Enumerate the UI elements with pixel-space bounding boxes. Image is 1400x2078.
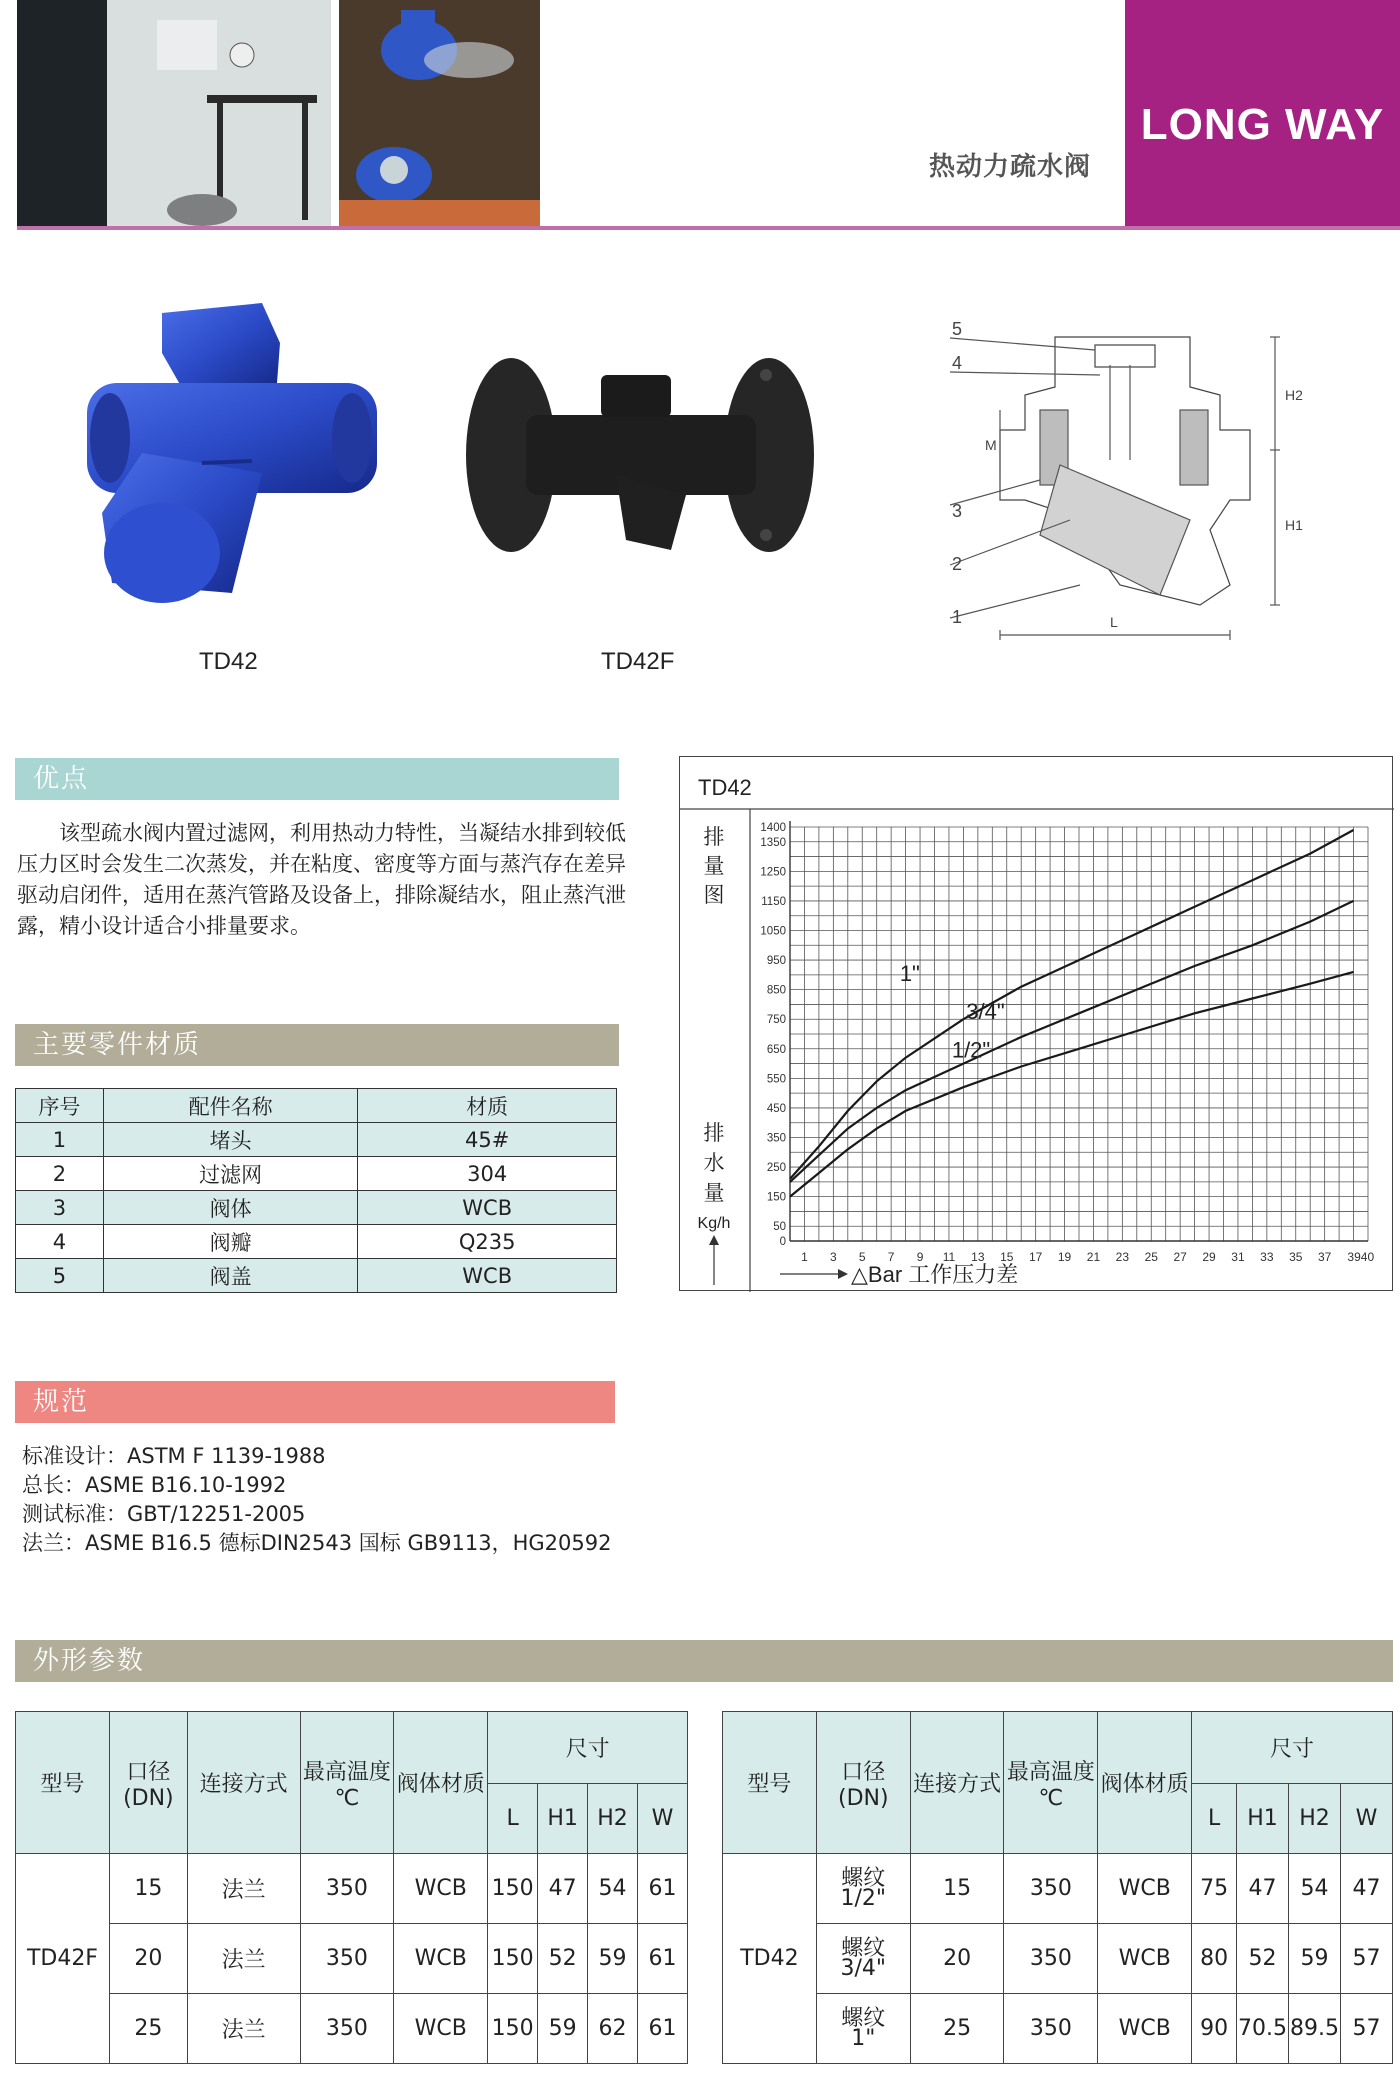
header-dn — [109, 1712, 187, 1854]
x-tick-label: 21 — [1086, 1250, 1101, 1264]
cell-h1: 47 — [1237, 1854, 1289, 1924]
cell-l: 90 — [1192, 1994, 1237, 2064]
cell-conn: 法兰 — [187, 1994, 300, 2064]
diagram-label-m: M — [985, 437, 997, 453]
cell-conn: 15 — [910, 1854, 1004, 1924]
cell-h2: 62 — [588, 1994, 638, 2064]
y-tick-label: 1050 — [760, 925, 786, 938]
brand-logo: LONG WAY — [1125, 0, 1400, 228]
table-row — [16, 1225, 617, 1259]
table-row — [16, 1994, 688, 2064]
header-dn-label: 口径 — [841, 1759, 886, 1785]
table-row — [723, 1854, 1393, 1924]
cell-conn: 法兰 — [187, 1924, 300, 1994]
header-h2: H2 — [1289, 1784, 1341, 1854]
cell-material: WCB — [394, 1994, 488, 2064]
cell-conn: 25 — [910, 1994, 1004, 2064]
cell-h2: 89.5 — [1289, 1994, 1341, 2064]
y-tick-label: 850 — [766, 984, 786, 997]
header-divider — [17, 226, 1400, 230]
y-arrow-head — [709, 1235, 719, 1245]
cross-section-diagram — [940, 305, 1330, 640]
table-row — [723, 1994, 1393, 2064]
header-temp — [300, 1712, 394, 1854]
header-temp-unit: ℃ — [1038, 1785, 1064, 1811]
y-tick-label: 250 — [766, 1162, 786, 1175]
x-arrow-head — [838, 1269, 848, 1279]
flow-chart-frame — [679, 756, 1393, 1291]
td42f-product-image — [466, 355, 814, 555]
header-connection: 连接方式 — [910, 1712, 1004, 1854]
cell-dn: 20 — [109, 1924, 187, 1994]
diagram-label-4: 4 — [952, 353, 963, 373]
materials-cell: 阀盖 — [103, 1259, 358, 1293]
header-temp-label: 最高温度 — [302, 1759, 391, 1785]
y-tick-label: 1250 — [760, 866, 786, 879]
header-dn-unit: (DN) — [837, 1785, 889, 1811]
cell-h1: 70.5 — [1237, 1994, 1289, 2064]
y-label-top-char: 图 — [703, 884, 725, 907]
cell-temp: 350 — [1004, 1994, 1098, 2064]
diagram-label-3: 3 — [952, 501, 963, 521]
materials-header-part: 配件名称 — [103, 1089, 358, 1123]
cell-l: 150 — [488, 1924, 538, 1994]
advantages-text — [17, 818, 627, 942]
y-tick-label: 950 — [766, 955, 786, 968]
header-material: 阀体材质 — [394, 1712, 488, 1854]
cell-dn — [816, 1854, 910, 1924]
materials-cell: 阀体 — [103, 1191, 358, 1225]
cell-w: 61 — [638, 1924, 688, 1994]
x-tick-label: 23 — [1115, 1250, 1130, 1264]
x-tick-label: 31 — [1231, 1250, 1245, 1264]
y-tick-label: 1400 — [760, 822, 786, 834]
cell-material: WCB — [394, 1924, 488, 1994]
x-tick-label: 5 — [858, 1250, 866, 1264]
materials-cell: 304 — [358, 1157, 617, 1191]
y-tick-label: 1350 — [760, 836, 786, 849]
table-row — [16, 1924, 688, 1994]
cell-temp: 350 — [1004, 1924, 1098, 1994]
diagram-label-2: 2 — [952, 554, 963, 574]
y-tick-label: 350 — [766, 1132, 786, 1145]
materials-cell: 5 — [16, 1259, 104, 1293]
materials-cell: 4 — [16, 1225, 104, 1259]
series-line-1 — [790, 901, 1354, 1182]
cell-temp: 350 — [300, 1854, 394, 1924]
y-label-char: 排 — [703, 1122, 725, 1145]
section-materials-title: 主要零件材质 — [15, 1024, 619, 1066]
x-tick-label: 19 — [1057, 1250, 1072, 1264]
header-w: W — [638, 1784, 688, 1854]
cell-dn-type: 螺纹 — [841, 2005, 886, 2031]
series-label-2: 1/2" — [951, 1037, 991, 1063]
header-h2: H2 — [588, 1784, 638, 1854]
header-l: L — [488, 1784, 538, 1854]
model-td42: TD42 — [723, 1854, 817, 2064]
header-temp-label: 最高温度 — [1006, 1759, 1095, 1785]
cell-w: 47 — [1341, 1854, 1393, 1924]
section-dimensions-title: 外形参数 — [15, 1640, 1393, 1682]
model-td42f: TD42F — [16, 1854, 110, 2064]
cell-temp: 350 — [1004, 1854, 1098, 1924]
cell-l: 75 — [1192, 1854, 1237, 1924]
cell-dn-size: 1" — [851, 2025, 876, 2051]
chart-title: TD42 — [698, 775, 752, 800]
x-tick-label: 3940 — [1347, 1250, 1375, 1264]
standard-line-3: 测试标准：GBT/12251-2005 — [22, 1502, 306, 1526]
cell-dn — [816, 1924, 910, 1994]
cell-l: 150 — [488, 1994, 538, 2064]
x-tick-label: 33 — [1260, 1250, 1274, 1264]
cell-material: WCB — [394, 1854, 488, 1924]
series-label-1: 3/4" — [966, 999, 1005, 1025]
materials-cell: 2 — [16, 1157, 104, 1191]
cell-h1: 52 — [1237, 1924, 1289, 1994]
materials-cell: 45# — [358, 1123, 617, 1157]
y-tick-label: 650 — [766, 1043, 786, 1056]
cell-w: 61 — [638, 1854, 688, 1924]
diagram-label-1: 1 — [952, 607, 963, 627]
x-tick-label: 15 — [1000, 1250, 1014, 1264]
y-tick-label: 450 — [766, 1102, 786, 1115]
standard-line-1: 标准设计：ASTM F 1139-1988 — [22, 1444, 326, 1468]
cell-l: 150 — [488, 1854, 538, 1924]
header-size: 尺寸 — [1192, 1712, 1393, 1784]
y-unit-label: Kg/h — [697, 1215, 731, 1232]
table-row — [16, 1123, 617, 1157]
cell-dn: 25 — [109, 1994, 187, 2064]
x-tick-label: 3 — [830, 1250, 837, 1264]
table-row — [16, 1259, 617, 1293]
header-model: 型号 — [16, 1712, 110, 1854]
x-tick-label: 7 — [887, 1250, 895, 1264]
header-dn-label: 口径 — [126, 1759, 171, 1785]
cell-dn-size: 1/2" — [840, 1885, 887, 1911]
materials-table — [15, 1088, 617, 1293]
y-label-char: 水 — [703, 1152, 725, 1175]
header-size: 尺寸 — [488, 1712, 688, 1784]
header-h1: H1 — [1237, 1784, 1289, 1854]
header-temp — [1004, 1712, 1098, 1854]
header-h1: H1 — [538, 1784, 588, 1854]
cell-material: WCB — [1098, 1854, 1192, 1924]
cell-l: 80 — [1192, 1924, 1237, 1994]
y-label-char: 量 — [703, 1182, 725, 1205]
header-w: W — [1341, 1784, 1393, 1854]
y-label-top-char: 量 — [703, 855, 725, 878]
cell-temp: 350 — [300, 1994, 394, 2064]
photo-test-bench — [17, 0, 331, 226]
cell-w: 61 — [638, 1994, 688, 2064]
x-tick-label: 11 — [942, 1250, 956, 1264]
x-tick-label: 1 — [801, 1250, 808, 1264]
td42f-caption: TD42F — [601, 648, 675, 675]
photo-valve-steam — [339, 0, 540, 226]
table-row — [16, 1191, 617, 1225]
x-tick-label: 25 — [1144, 1250, 1158, 1264]
header-connection: 连接方式 — [187, 1712, 300, 1854]
materials-cell: WCB — [358, 1259, 617, 1293]
x-axis-label: △Bar 工作压力差 — [851, 1262, 1019, 1287]
x-tick-label: 17 — [1028, 1250, 1043, 1264]
table-row — [723, 1924, 1393, 1994]
materials-header-material: 材质 — [358, 1089, 617, 1123]
x-tick-label: 35 — [1289, 1250, 1303, 1264]
x-tick-label: 29 — [1202, 1250, 1216, 1264]
y-tick-label: 750 — [766, 1014, 786, 1027]
diagram-label-h1: H1 — [1285, 517, 1303, 533]
cell-h2: 59 — [1289, 1924, 1341, 1994]
td42-caption: TD42 — [199, 648, 258, 675]
dimensions-table-td42f — [15, 1711, 688, 2064]
td42-product-image — [82, 303, 382, 613]
diagram-label-l: L — [1110, 614, 1118, 630]
table-row — [16, 1854, 688, 1924]
standard-line-4: 法兰：ASME B16.5 德标DIN2543 国标 GB9113，HG20592 — [22, 1531, 612, 1555]
header-dn-unit: (DN) — [123, 1785, 174, 1811]
x-tick-label: 37 — [1317, 1250, 1332, 1264]
x-tick-label: 13 — [971, 1250, 985, 1264]
cell-dn: 15 — [109, 1854, 187, 1924]
materials-cell: 堵头 — [103, 1123, 358, 1157]
x-tick-label: 9 — [916, 1250, 924, 1264]
cell-h2: 54 — [588, 1854, 638, 1924]
flow-chart — [680, 757, 1394, 1292]
materials-cell: 1 — [16, 1123, 104, 1157]
header-temp-unit: ℃ — [334, 1785, 360, 1811]
cell-dn-type: 螺纹 — [841, 1935, 886, 1961]
standard-line-2: 总长：ASME B16.10-1992 — [22, 1473, 287, 1497]
section-advantages-title: 优点 — [15, 758, 619, 800]
materials-cell: 3 — [16, 1191, 104, 1225]
cell-dn — [816, 1994, 910, 2064]
advantages-body: 该型疏水阀内置过滤网，利用热动力特性，当凝结水排到较低压力区时会发生二次蒸发，并在粘度、密度等方面与蒸汽存在差异驱动启闭件，适用在蒸汽管路及设备上，排除凝结水，阻止蒸汽泄露，精小设计适合小排量要求。 — [17, 821, 626, 938]
header-material: 阀体材质 — [1098, 1712, 1192, 1854]
cell-dn-type: 螺纹 — [841, 1865, 886, 1891]
y-tick-label: 550 — [766, 1073, 786, 1086]
cell-w: 57 — [1341, 1924, 1393, 1994]
cell-temp: 350 — [300, 1924, 394, 1994]
header-dn — [816, 1712, 910, 1854]
diagram-label-h2: H2 — [1285, 387, 1303, 403]
x-tick-label: 27 — [1173, 1250, 1187, 1264]
y-tick-label: 50 — [773, 1221, 786, 1234]
y-tick-label: 0 — [779, 1236, 786, 1248]
materials-header-row — [16, 1089, 617, 1123]
series-label-0: 1" — [899, 960, 920, 986]
materials-header-no: 序号 — [16, 1089, 104, 1123]
header-model: 型号 — [723, 1712, 817, 1854]
y-tick-label: 150 — [766, 1191, 786, 1204]
section-standards-title: 规范 — [15, 1381, 615, 1423]
dimensions-table-td42 — [722, 1711, 1393, 2064]
y-label-top-char: 排 — [703, 826, 725, 849]
cell-conn: 法兰 — [187, 1854, 300, 1924]
cell-material: WCB — [1098, 1924, 1192, 1994]
cell-w: 57 — [1341, 1994, 1393, 2064]
cell-h2: 54 — [1289, 1854, 1341, 1924]
cell-h1: 59 — [538, 1994, 588, 2064]
cell-h1: 47 — [538, 1854, 588, 1924]
materials-cell: WCB — [358, 1191, 617, 1225]
y-tick-label: 1150 — [761, 895, 786, 908]
table-row — [16, 1157, 617, 1191]
cell-h1: 52 — [538, 1924, 588, 1994]
materials-cell: Q235 — [358, 1225, 617, 1259]
header-l: L — [1192, 1784, 1237, 1854]
header-subtitle: 热动力疏水阀 — [929, 152, 1092, 182]
diagram-label-5: 5 — [952, 319, 963, 339]
cell-dn-size: 3/4" — [840, 1955, 887, 1981]
cell-conn: 20 — [910, 1924, 1004, 1994]
cell-material: WCB — [1098, 1994, 1192, 2064]
materials-cell: 过滤网 — [103, 1157, 358, 1191]
cell-h2: 59 — [588, 1924, 638, 1994]
materials-cell: 阀瓣 — [103, 1225, 358, 1259]
